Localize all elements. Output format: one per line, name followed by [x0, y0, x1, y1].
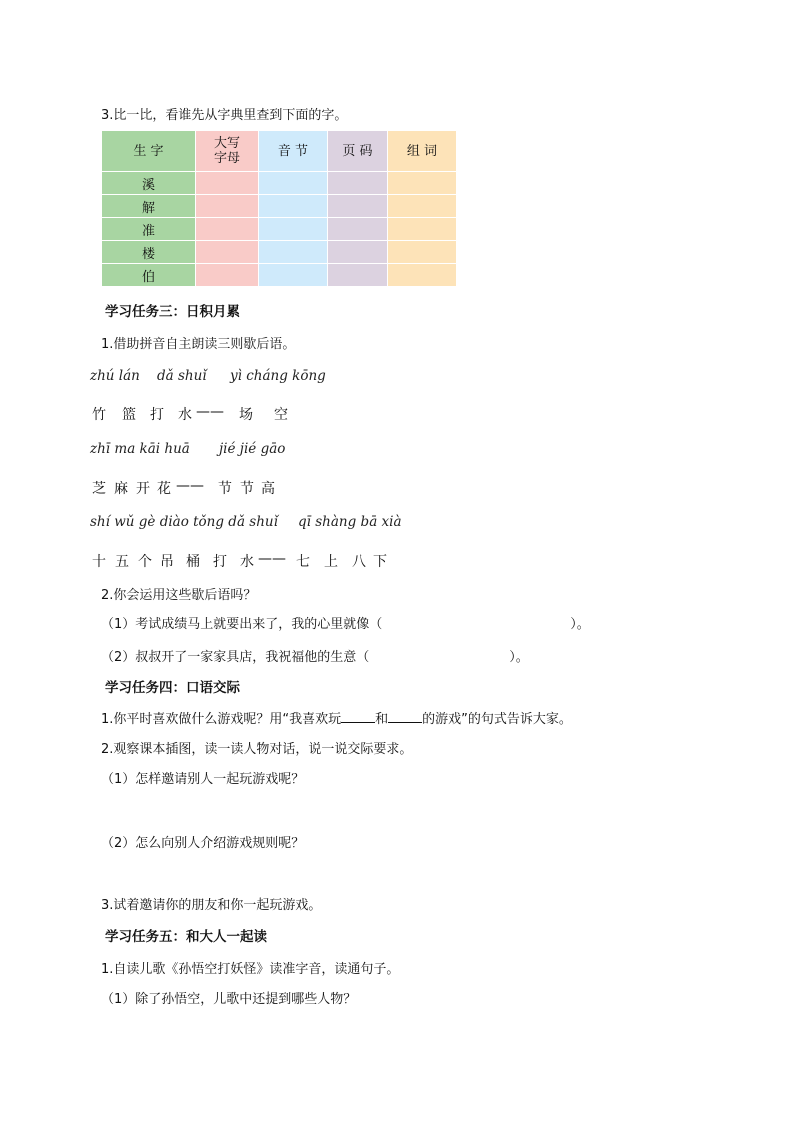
pinyin-2a: zhī ma kāi huā — [90, 441, 190, 457]
answer-cell[interactable] — [328, 218, 388, 241]
hanzi-2-dash: —— — [176, 478, 204, 494]
task4-question-3: 3.试着邀请你的朋友和你一起玩游戏。 — [101, 898, 322, 913]
hanzi-3-6: 水 — [240, 554, 254, 570]
table-row — [102, 172, 457, 195]
pinyin-3a: shí wǔ gè diào tǒng dǎ shuǐ — [90, 514, 278, 530]
answer-cell[interactable] — [259, 172, 328, 195]
answer-cell[interactable] — [328, 195, 388, 218]
hanzi-2-0: 芝 — [92, 481, 106, 497]
hanzi-2-7: 高 — [261, 481, 275, 497]
hanzi-3-5: 打 — [213, 554, 227, 570]
task4-question-2-2: （2）怎么向别人介绍游戏规则呢？ — [101, 836, 305, 851]
question-2-2-end: ）。 — [509, 650, 529, 665]
header-words: 组 词 — [388, 131, 457, 172]
hanzi-3-dash: —— — [258, 551, 286, 567]
table-row — [102, 241, 457, 264]
pinyin-3b: qī shàng bā xià — [298, 514, 402, 530]
header-char: 生 字 — [102, 131, 196, 172]
table-row — [102, 264, 457, 287]
question-3: 3.比一比，看谁先从字典里查到下面的字。 — [101, 108, 348, 123]
answer-cell[interactable] — [388, 264, 457, 287]
char-cell: 解 — [102, 195, 196, 218]
hanzi-1-6: 空 — [274, 407, 288, 423]
answer-cell[interactable] — [259, 218, 328, 241]
table-row — [102, 195, 457, 218]
answer-cell[interactable] — [388, 195, 457, 218]
hanzi-1-3: 水 — [178, 407, 192, 423]
table-row — [102, 218, 457, 241]
answer-cell[interactable] — [196, 264, 259, 287]
hanzi-1-0: 竹 — [92, 407, 106, 423]
hanzi-1-1: 篮 — [122, 407, 136, 423]
answer-cell[interactable] — [259, 264, 328, 287]
hanzi-3-9: 上 — [324, 554, 338, 570]
header-capital-letter-label: 大写 字母 — [213, 136, 240, 166]
hanzi-1-5: 场 — [239, 407, 253, 423]
char-cell: 溪 — [102, 172, 196, 195]
answer-cell[interactable] — [328, 264, 388, 287]
hanzi-3-2: 个 — [138, 554, 152, 570]
pinyin-1b: dǎ shuǐ — [157, 368, 207, 384]
char-cell: 伯 — [102, 264, 196, 287]
pinyin-2b: jié jié gāo — [219, 441, 286, 457]
question-1-text-a: 1.你平时喜欢做什么游戏呢？用“我喜欢玩 — [101, 712, 342, 727]
hanzi-1-dash: —— — [196, 404, 224, 420]
hanzi-3-10: 八 — [352, 554, 366, 570]
task3-question-2-2 — [101, 646, 529, 665]
hanzi-2-2: 开 — [136, 481, 150, 497]
task3-question-1: 1.借助拼音自主朗读三则歇后语。 — [101, 337, 296, 352]
question-2-1-text: （1）考试成绩马上就要出来了，我的心里就像（ — [101, 617, 383, 632]
task4-question-2-1: （1）怎样邀请别人一起玩游戏呢？ — [101, 772, 305, 787]
dictionary-lookup-table — [101, 130, 457, 287]
task5-question-1-1: （1）除了孙悟空，儿歌中还提到哪些人物？ — [101, 992, 357, 1007]
fill-blank-2[interactable] — [388, 710, 422, 723]
question-2-1-end: ）。 — [570, 617, 590, 632]
answer-cell[interactable] — [328, 241, 388, 264]
answer-cell[interactable] — [388, 172, 457, 195]
hanzi-3-8: 七 — [296, 554, 310, 570]
header-page: 页 码 — [328, 131, 388, 172]
question-2-2-text: （2）叔叔开了一家家具店，我祝福他的生意（ — [101, 650, 370, 665]
task3-title: 学习任务三：日积月累 — [105, 304, 240, 320]
question-1-text-c: 的游戏”的句式告诉大家。 — [422, 712, 572, 727]
answer-cell[interactable] — [259, 195, 328, 218]
answer-cell[interactable] — [388, 218, 457, 241]
task5-question-1: 1.自读儿歌《孙悟空打妖怪》读准字音，读通句子。 — [101, 962, 400, 977]
question-1-text-b: 和 — [375, 712, 389, 727]
answer-cell[interactable] — [388, 241, 457, 264]
header-syllable: 音 节 — [259, 131, 328, 172]
header-capital-letter — [196, 131, 259, 172]
char-cell: 楼 — [102, 241, 196, 264]
pinyin-1c: yì cháng kōng — [230, 368, 326, 384]
hanzi-2-1: 麻 — [114, 481, 128, 497]
answer-cell[interactable] — [196, 218, 259, 241]
task4-question-1 — [101, 708, 572, 727]
table-header-row — [102, 131, 457, 172]
char-cell: 准 — [102, 218, 196, 241]
hanzi-2-6: 节 — [240, 481, 254, 497]
hanzi-3-3: 吊 — [160, 554, 174, 570]
answer-cell[interactable] — [328, 172, 388, 195]
pinyin-1a: zhú lán — [90, 368, 140, 384]
answer-cell[interactable] — [196, 172, 259, 195]
answer-cell[interactable] — [196, 241, 259, 264]
hanzi-2-3: 花 — [157, 481, 171, 497]
hanzi-2-5: 节 — [218, 481, 232, 497]
hanzi-3-1: 五 — [115, 554, 129, 570]
hanzi-1-2: 打 — [150, 407, 164, 423]
task4-title: 学习任务四：口语交际 — [105, 680, 240, 696]
hanzi-3-4: 桶 — [186, 554, 200, 570]
answer-cell[interactable] — [259, 241, 328, 264]
answer-cell[interactable] — [196, 195, 259, 218]
task3-question-2: 2.你会运用这些歇后语吗？ — [101, 588, 257, 603]
task5-title: 学习任务五：和大人一起读 — [105, 929, 267, 945]
task4-question-2: 2.观察课本插图，读一读人物对话，说一说交际要求。 — [101, 742, 413, 757]
hanzi-3-11: 下 — [373, 554, 387, 570]
task3-question-2-1 — [101, 613, 590, 632]
fill-blank-1[interactable] — [341, 710, 375, 723]
hanzi-3-0: 十 — [92, 554, 106, 570]
